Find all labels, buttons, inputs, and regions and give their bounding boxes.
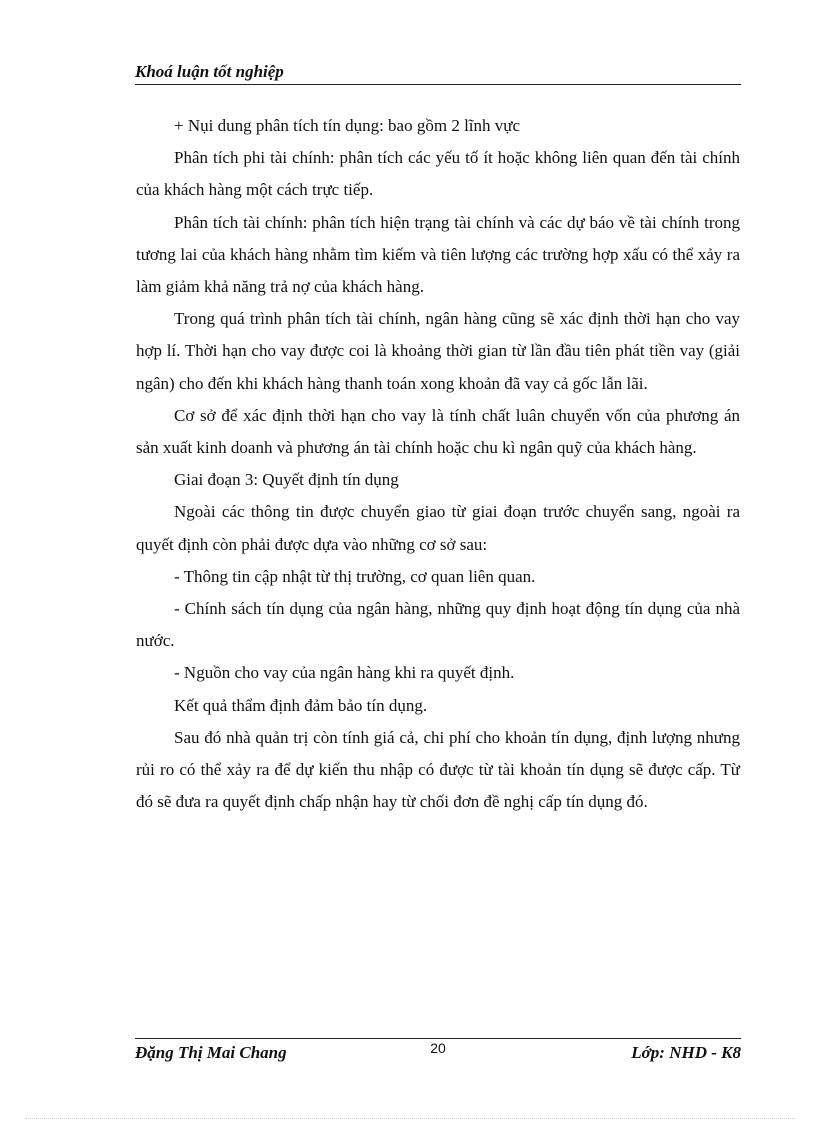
- paragraph-decision-basis: Ngoài các thông tin được chuyển giao từ giai đoạn trước chuyển sang, ngoài ra quyết định còn phải được dựa vào những cơ sở sau:: [136, 502, 740, 554]
- paragraph-non-financial-analysis: Phân tích phi tài chính: phân tích các yếu tố ít hoặc không liên quan đến tài chính của khách hàng một cách trực tiếp.: [136, 148, 740, 200]
- page-header: [135, 62, 741, 85]
- list-item-market-info: - Thông tin cập nhật từ thị trường, cơ quan liên quan.: [174, 566, 536, 586]
- paragraph-financial-analysis: Phân tích tài chính: phân tích hiện trạng tài chính và các dự báo về tài chính trong tương lai của khách hàng nhằm tìm kiếm và tiên lượng các trường hợp xấu có thể xảy ra làm giảm khả năng trả nợ của khách hàng.: [136, 212, 740, 297]
- page-footer: [135, 1038, 741, 1067]
- document-body: [136, 110, 740, 818]
- page-bottom-divider: [25, 1118, 795, 1119]
- list-item-credit-policy: - Chính sách tín dụng của ngân hàng, những quy định hoạt động tín dụng của nhà nước.: [136, 599, 740, 651]
- paragraph-appraisal-result: Kết quả thẩm định đảm bảo tín dụng.: [174, 695, 428, 715]
- paragraph-loan-term-basis: Cơ sở để xác định thời hạn cho vay là tính chất luân chuyển vốn của phương án sản xuất kinh doanh và phương án tài chính hoặc chu kì ngân quỹ của khách hàng.: [136, 405, 740, 458]
- list-item-loan-source: - Nguồn cho vay của ngân hàng khi ra quyết định.: [174, 663, 515, 683]
- page-number: 20: [430, 1040, 446, 1056]
- paragraph-final-decision: Sau đó nhà quản trị còn tính giá cả, chi phí cho khoản tín dụng, định lượng nhưng rủi ro có thể xảy ra để dự kiến thu nhập có được từ tài khoản tín dụng sẽ được cấp. Từ đó sẽ đưa ra quyết định chấp nhận hay từ chối đơn đề nghị cấp tín dụng đó.: [136, 727, 740, 812]
- class-label: Lớp: NHD - K8: [631, 1043, 741, 1062]
- paragraph-loan-term: Trong quá trình phân tích tài chính, ngân hàng cũng sẽ xác định thời hạn cho vay hợp lí. Thời hạn cho vay được coi là khoảng thời gian từ lần đầu tiên phát tiền vay (giải ngân) cho đến khi khách hàng thanh toán xong khoản đã vay cả gốc lẫn lãi.: [136, 309, 740, 393]
- paragraph-stage-3-heading: Giai đoạn 3: Quyết định tín dụng: [174, 470, 399, 490]
- author-name: Đặng Thị Mai Chang: [135, 1043, 287, 1062]
- document-title: Khoá luận tốt nghiệp: [135, 62, 284, 81]
- paragraph-content-scope: + Nụi dung phân tích tín dụng: bao gồm 2 lĩnh vực: [174, 116, 521, 135]
